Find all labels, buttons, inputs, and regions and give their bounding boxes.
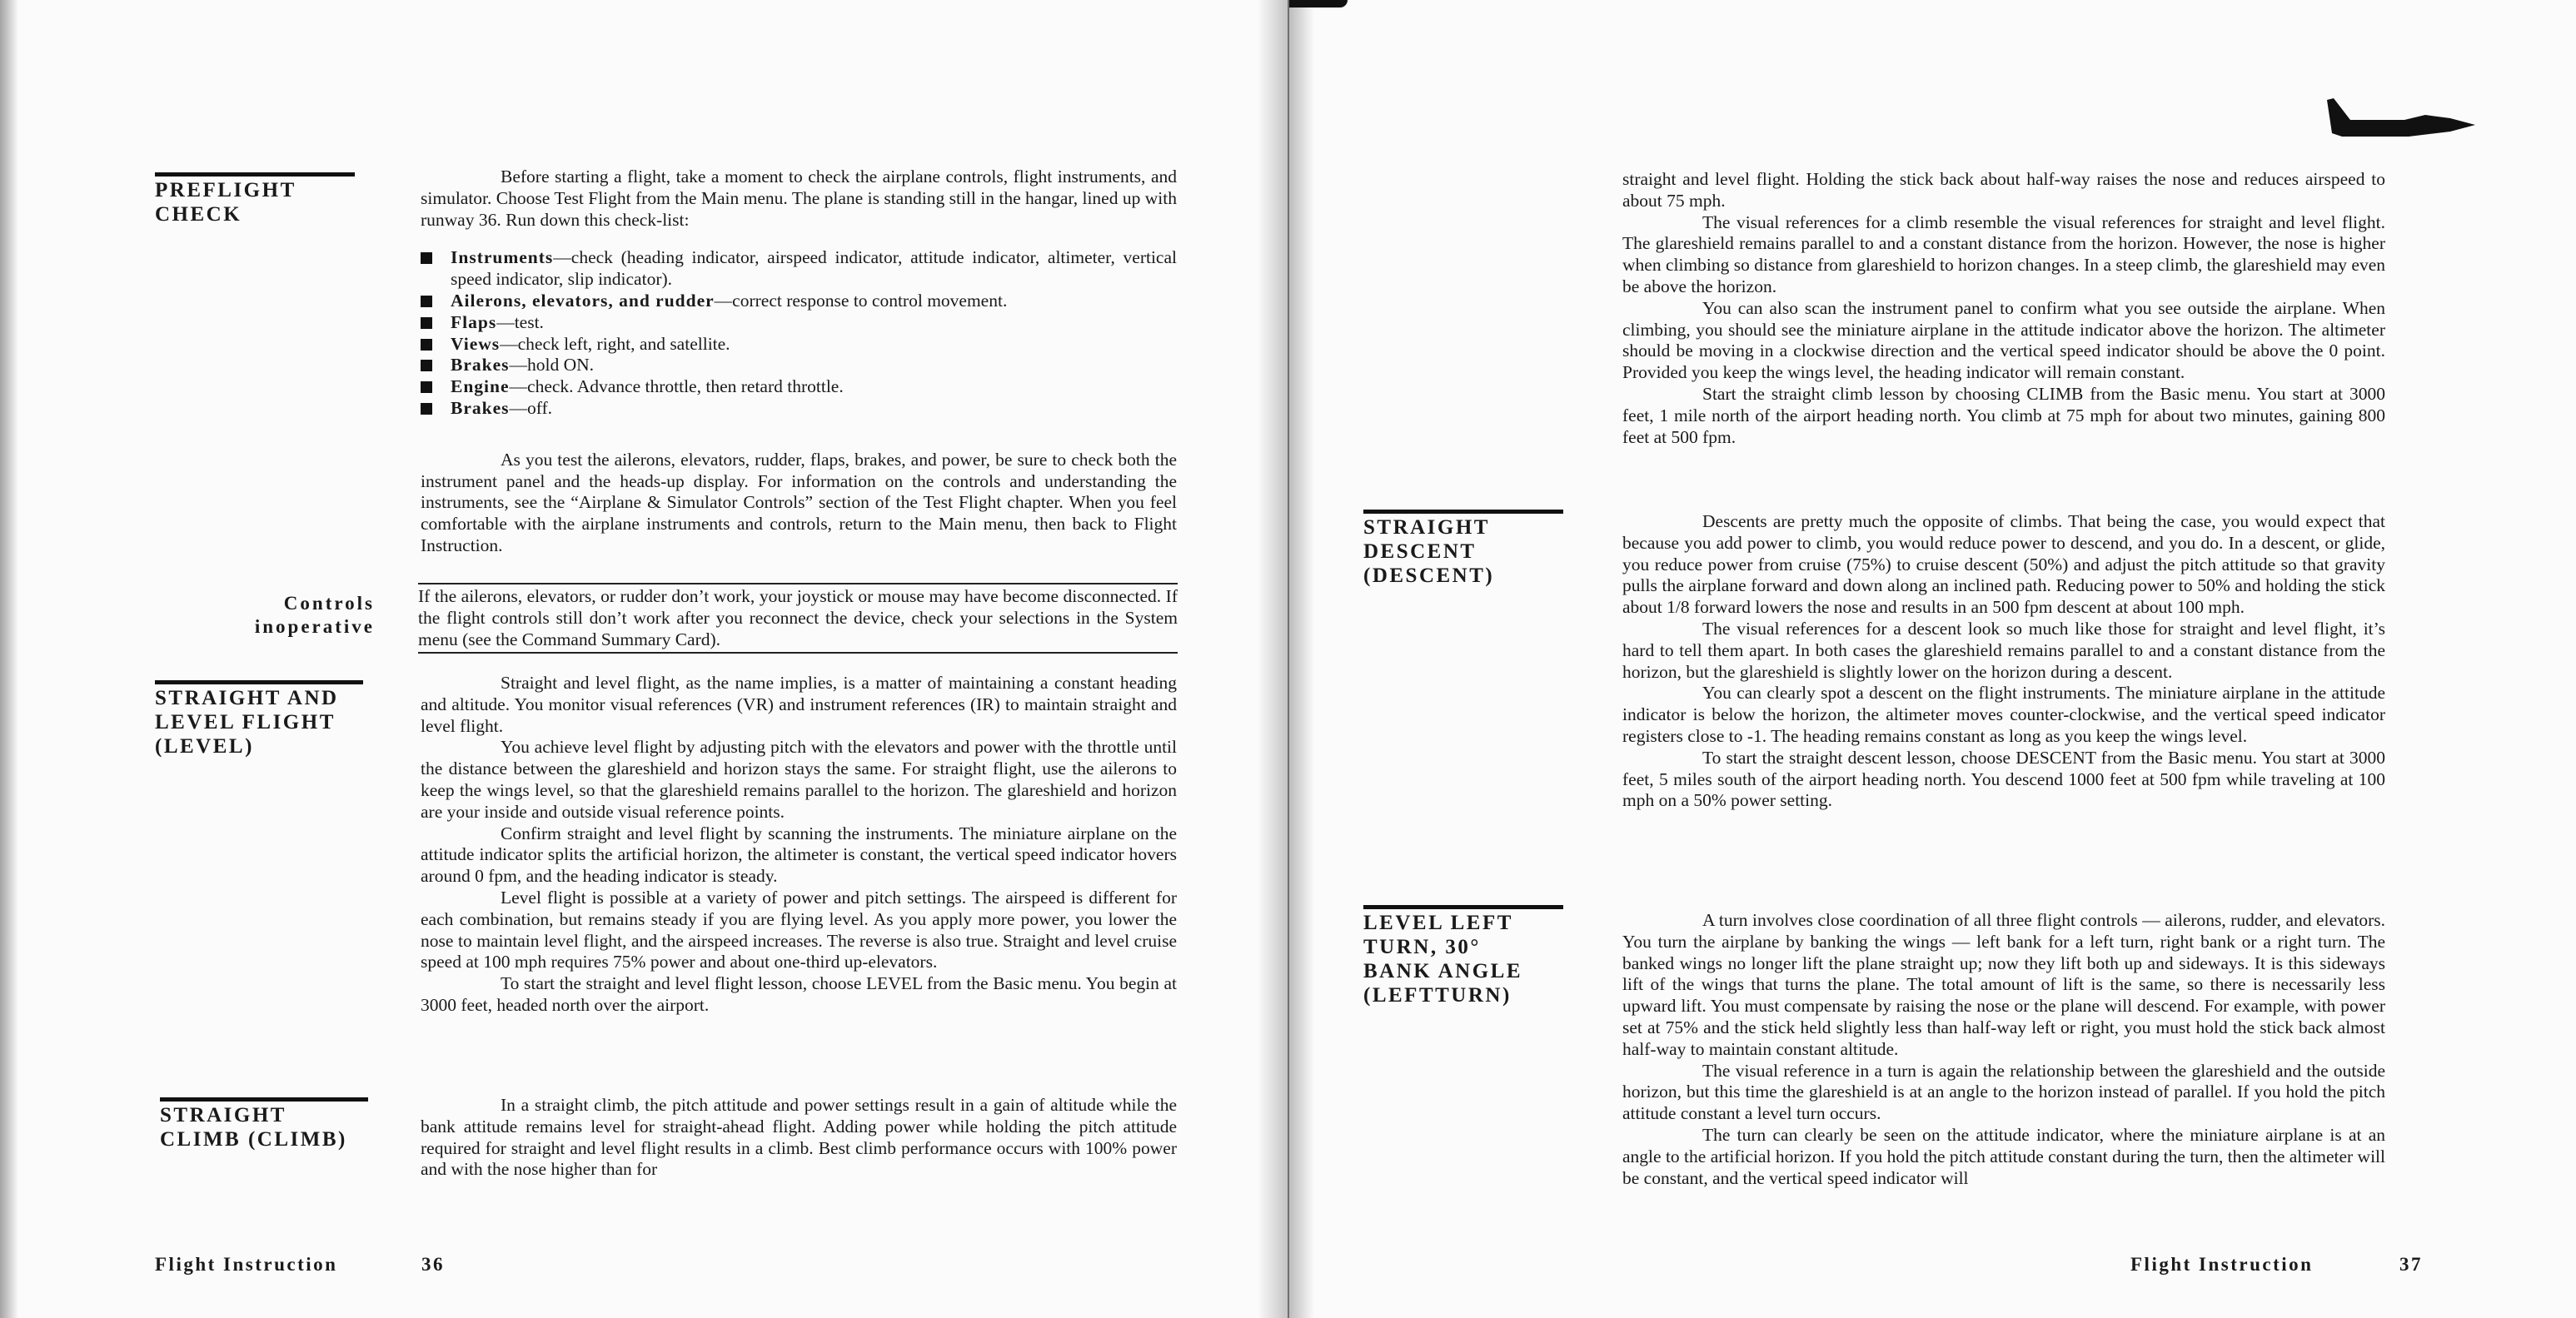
checklist-item: Engine—check. Advance throttle, then retard throttle. <box>421 376 1177 398</box>
heading-rule <box>155 172 355 177</box>
note-text: If the ailerons, elevators, or rudder don’t work, your joystick or mouse may have become disconnected. If the flight controls still don’t work after you reconnect the device, check your selections in the System menu (see the Command Summary Card). <box>418 586 1178 649</box>
gutter-shadow <box>1258 0 1288 1318</box>
level-body <box>421 673 1177 1017</box>
paragraph: Straight and level flight, as the name implies, is a matter of maintaining a constant heading and altitude. You monitor visual references (VR) and instrument references (IR) to maintain straight and level flight. <box>421 673 1177 736</box>
paragraph: Start the straight climb lesson by choosing CLIMB from the Basic menu. You start at 3000 feet, 1 mile north of the airport heading north. You climb at 75 mph for about two minutes, gaining 800 feet at 500 fpm. <box>1622 383 2385 447</box>
paragraph: To start the straight and level flight lesson, choose LEVEL from the Basic menu. You begin at 3000 feet, headed north over the airport. <box>421 973 1177 1015</box>
heading-rule <box>160 1097 368 1102</box>
controls-inoperative-note <box>418 583 1178 654</box>
paragraph: In a straight climb, the pitch attitude and power settings result in a gain of altitude while the bank attitude remains level for straight-ahead flight. Adding power while holding the pitch attitude required for straight and level flight results in a climb. Best climb performance occurs with 100% power and with the nose higher than for <box>421 1095 1177 1180</box>
heading-preflight-check: PREFLIGHT CHECK <box>155 172 355 226</box>
paragraph: Descents are pretty much the opposite of climbs. That being the case, you would expect that because you add power to climb, you would reduce power to descend, and you do. In a descent, or glide, you reduce power from cruise (75%) to cruise descent (50%) and adjust the pitch attitude so that gravity pulls the airplane forward and down along an inclined path. Reducing power to 50% and holding the stick about 1/8 forward lowers the nose and results in an 500 fpm descent at about 100 mph. <box>1622 511 2385 618</box>
square-bullet-icon <box>421 339 432 351</box>
paragraph: Level flight is possible at a variety of power and pitch settings. The airspeed is different for each combination, but remains steady if you are flying level. As you apply more power, you lower the nose to maintain level flight, and the airspeed increases. The reverse is also true. Straight and level cruise speed at 100 mph requires 75% power and about one-third up-elevators. <box>421 887 1177 972</box>
paragraph: The visual references for a descent look so much like those for straight and level flight, it’s hard to tell them apart. In both cases the glareshield remains parallel to and a constant distance from the horizon, but the glareshield is slightly lower on the horizon during a descent. <box>1622 618 2385 682</box>
paragraph: Before starting a flight, take a moment to check the airplane controls, flight instruments, and simulator. Choose Test Flight from the Main menu. The plane is standing still in the hangar, lined up with runway 36. Run down this check-list: <box>421 167 1177 230</box>
paragraph: straight and level flight. Holding the stick back about half-way raises the nose and reduces airspeed to about 75 mph. <box>1622 169 2385 211</box>
square-bullet-icon <box>421 296 432 307</box>
square-bullet-icon <box>421 252 432 264</box>
page-number: 36 <box>421 1254 445 1275</box>
climb-continued-body <box>1622 169 2385 448</box>
paragraph: You achieve level flight by adjusting pitch with the elevators and power with the throttle until the distance between the glareshield and horizon stays the same. For straight flight, use the ailerons to keep the wings level, so that the glareshield remains parallel to the horizon. The glareshield and horizon are your inside and outside visual reference points. <box>421 737 1177 822</box>
page-number: 37 <box>2399 1254 2423 1275</box>
checklist-item: Instruments—check (heading indicator, airspeed indicator, attitude indicator, altimeter, vertical speed indicator, slip indicator). <box>421 247 1177 291</box>
heading-straight-descent: STRAIGHT DESCENT (DESCENT) <box>1363 510 1563 588</box>
paragraph: A turn involves close coordination of all three flight controls — ailerons, rudder, and elevators. You turn the airplane by banking the wings — left bank for a left turn, right bank or a right turn. The banked wings no longer lift the plane straight up; now they lift both up and sideways. It is this sideways lift of the wings that turns the plane. The total amount of lift is the same, so there is necessarily less upward lift. You must compensate by raising the nose or the plane will descend. For example, with power set at 75% and the stick held slightly less than half-way left or right, you must hold the stick back almost half-way to maintain constant altitude. <box>1622 910 2385 1059</box>
paragraph: You can also scan the instrument panel to confirm what you see outside the airplane. When climbing, you should see the miniature airplane in the attitude indicator above the horizon. The altimeter should be moving in a clockwise direction and the vertical speed indicator should be above the 0 point. Provided you keep the wings level, the heading indicator will remain constant. <box>1622 297 2385 383</box>
heading-level-left-turn: LEVEL LEFT TURN, 30° BANK ANGLE (LEFTTURN) <box>1363 905 1563 1007</box>
preflight-body <box>421 167 1177 557</box>
checklist-item: Views—check left, right, and satellite. <box>421 334 1177 356</box>
checklist-item: Ailerons, elevators, and rudder—correct response to control movement. <box>421 291 1177 312</box>
turn-body <box>1622 910 2385 1189</box>
paragraph: You can clearly spot a descent on the flight instruments. The miniature airplane in the attitude indicator is below the horizon, the altimeter moves counter-clockwise, and the vertical speed indicator registers close to -1. The heading remains constant as long as you keep the wings level. <box>1622 683 2385 746</box>
square-bullet-icon <box>421 381 432 393</box>
preflight-checklist <box>421 247 1177 419</box>
paragraph: The visual references for a climb resemble the visual references for straight and level flight. The glareshield remains parallel to and a constant distance from the horizon. However, the nose is higher when climbing so distance from glareshield to horizon changes. In a steep climb, the glareshield may even be above the horizon. <box>1622 211 2385 296</box>
climb-body <box>421 1095 1177 1181</box>
heading-rule <box>1363 510 1563 514</box>
checklist-item: Brakes—off. <box>421 398 1177 420</box>
paragraph: The turn can clearly be seen on the attitude indicator, where the miniature airplane is at an angle to the artificial horizon. If you hold the pitch attitude constant during the turn, then the altimeter will be constant, and the vertical speed indicator will <box>1622 1124 2385 1188</box>
checklist-item: Brakes—hold ON. <box>421 355 1177 376</box>
heading-straight-climb: STRAIGHT CLIMB (CLIMB) <box>160 1097 368 1151</box>
gutter-shadow <box>1289 0 1314 1318</box>
right-page <box>1289 0 2576 1318</box>
paragraph: Confirm straight and level flight by scanning the instruments. The miniature airplane on the attitude indicator splits the artificial horizon, the altimeter is constant, the vertical speed indicator hovers around 0 fpm, and the heading indicator is steady. <box>421 823 1177 887</box>
paragraph: As you test the ailerons, elevators, rudder, flaps, brakes, and power, be sure to check both the instrument panel and the heads-up display. For information on the controls and understanding the instruments, see the “Airplane & Simulator Controls” section of the Test Flight chapter. When you feel comfortable with the airplane instruments and controls, return to the Main menu, then back to Flight Instruction. <box>421 449 1177 555</box>
square-bullet-icon <box>421 403 432 415</box>
jet-silhouette-icon <box>2325 90 2477 138</box>
binder-mark <box>1289 0 1348 7</box>
square-bullet-icon <box>421 317 432 329</box>
heading-straight-level: STRAIGHT AND LEVEL FLIGHT (LEVEL) <box>155 680 363 758</box>
square-bullet-icon <box>421 360 432 371</box>
note-label: Controls inoperative <box>254 593 375 637</box>
checklist-item: Flaps—test. <box>421 312 1177 334</box>
heading-rule <box>155 680 363 684</box>
paragraph: To start the straight descent lesson, choose DESCENT from the Basic menu. You start at 3000 feet, 5 miles south of the airport heading north. You descend 1000 feet at 500 fpm while traveling at 100 mph on a 50% power setting. <box>1622 747 2385 811</box>
paragraph: The visual reference in a turn is again the relationship between the glareshield and the outside horizon, but this time the glareshield is at an angle to the horizon instead of parallel. If you hold the pitch attitude constant a level turn occurs. <box>1622 1060 2385 1124</box>
descent-body <box>1622 511 2385 812</box>
footer-title: Flight Instruction <box>2130 1254 2314 1275</box>
page-edge-shadow <box>0 0 18 1318</box>
footer-title: Flight Instruction <box>155 1254 338 1275</box>
heading-rule <box>1363 905 1563 909</box>
